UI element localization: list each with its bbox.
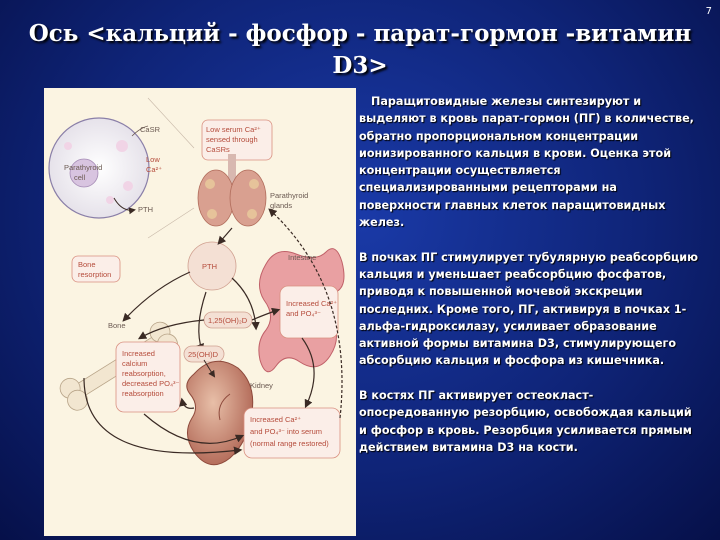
svg-text:reabsorption: reabsorption bbox=[122, 389, 164, 398]
pth-cell-label: PTH bbox=[138, 205, 153, 214]
svg-text:Increased Ca²⁺: Increased Ca²⁺ bbox=[286, 299, 338, 308]
title-line-2: D3> bbox=[332, 52, 388, 79]
pth-center-label: PTH bbox=[202, 262, 217, 271]
kidney bbox=[187, 361, 253, 464]
svg-text:resorption: resorption bbox=[78, 270, 112, 279]
svg-text:(normal range restored): (normal range restored) bbox=[250, 439, 329, 448]
kidney-label: Kidney bbox=[250, 381, 273, 390]
thyroid-glands bbox=[198, 154, 266, 226]
bone-label: Bone bbox=[108, 321, 126, 330]
low-ca-label: Ca²⁺ bbox=[146, 165, 163, 174]
svg-text:sensed through: sensed through bbox=[206, 135, 258, 144]
svg-text:Low serum Ca²⁺: Low serum Ca²⁺ bbox=[206, 125, 261, 134]
svg-text:decreased PO₄³⁻: decreased PO₄³⁻ bbox=[122, 379, 180, 388]
calcium-regulation-diagram bbox=[44, 88, 356, 536]
paragraph-bone: В костях ПГ активирует остеокласт-опосредованную резорбцию, освобождая кальций и фосфор в кровь. Резорбция усиливается прямым действием витамина D3 на кости. bbox=[359, 389, 692, 454]
reabsorption-callout bbox=[116, 342, 180, 412]
active-vitamin-d-node bbox=[204, 312, 252, 328]
vitamin-d-25-node bbox=[184, 346, 224, 362]
svg-text:calcium: calcium bbox=[122, 359, 148, 368]
parathyroid-glands-label: Parathyroid bbox=[270, 191, 309, 200]
low-serum-callout bbox=[202, 120, 272, 160]
svg-text:reabsorption,: reabsorption, bbox=[122, 369, 166, 378]
svg-text:Increased Ca²⁺: Increased Ca²⁺ bbox=[250, 415, 302, 424]
casr-label: CaSR bbox=[140, 125, 161, 134]
parathyroid-glands-label-2: glands bbox=[270, 201, 293, 210]
paragraph-parathyroid: Паращитовидные железы синтезируют и выделяют в кровь парат-гормон (ПГ) в количестве, обратно пропорциональном концентрации ионизированного кальция в крови. Оценка этой концентрации осуществляется специализированными рецепторами на поверхности главных клеток паращитовидных желез. bbox=[359, 95, 694, 230]
svg-text:Bone: Bone bbox=[78, 260, 96, 269]
paragraph-kidney: В почках ПГ стимулирует тубулярную реабсорбцию кальция и уменьшает реабсорбцию фосфатов, приводя к повышенной мочевой экскреции последних. Кроме того, ПГ, активируя в почках 1-альфа-гидроксилазу, усиливает образование активной формы витамина D3, стимулирующего абсорбцию кальция и фосфора из кишечника. bbox=[359, 250, 699, 368]
serum-callout bbox=[244, 408, 340, 458]
parathyroid-cell-label-2: cell bbox=[74, 173, 86, 182]
title-line-1: Ось <кальций - фосфор - парат-гормон -витамин bbox=[28, 20, 692, 47]
slide-number: 7 bbox=[705, 6, 712, 17]
svg-text:1,25(OH)₂D: 1,25(OH)₂D bbox=[208, 316, 248, 325]
svg-text:CaSRs: CaSRs bbox=[206, 145, 230, 154]
parathyroid-cell-label: Parathyroid bbox=[64, 163, 103, 172]
slide-title bbox=[20, 18, 700, 82]
intestine-label: Intestine bbox=[288, 253, 317, 262]
svg-text:Increased: Increased bbox=[122, 349, 155, 358]
svg-text:and PO₄³⁻ into serum: and PO₄³⁻ into serum bbox=[250, 427, 323, 436]
svg-text:and PO₄³⁻: and PO₄³⁻ bbox=[286, 309, 321, 318]
low-label: Low bbox=[146, 155, 160, 164]
svg-text:25(OH)D: 25(OH)D bbox=[188, 350, 219, 359]
description-text bbox=[359, 93, 699, 474]
bone-resorption-callout bbox=[72, 256, 120, 282]
